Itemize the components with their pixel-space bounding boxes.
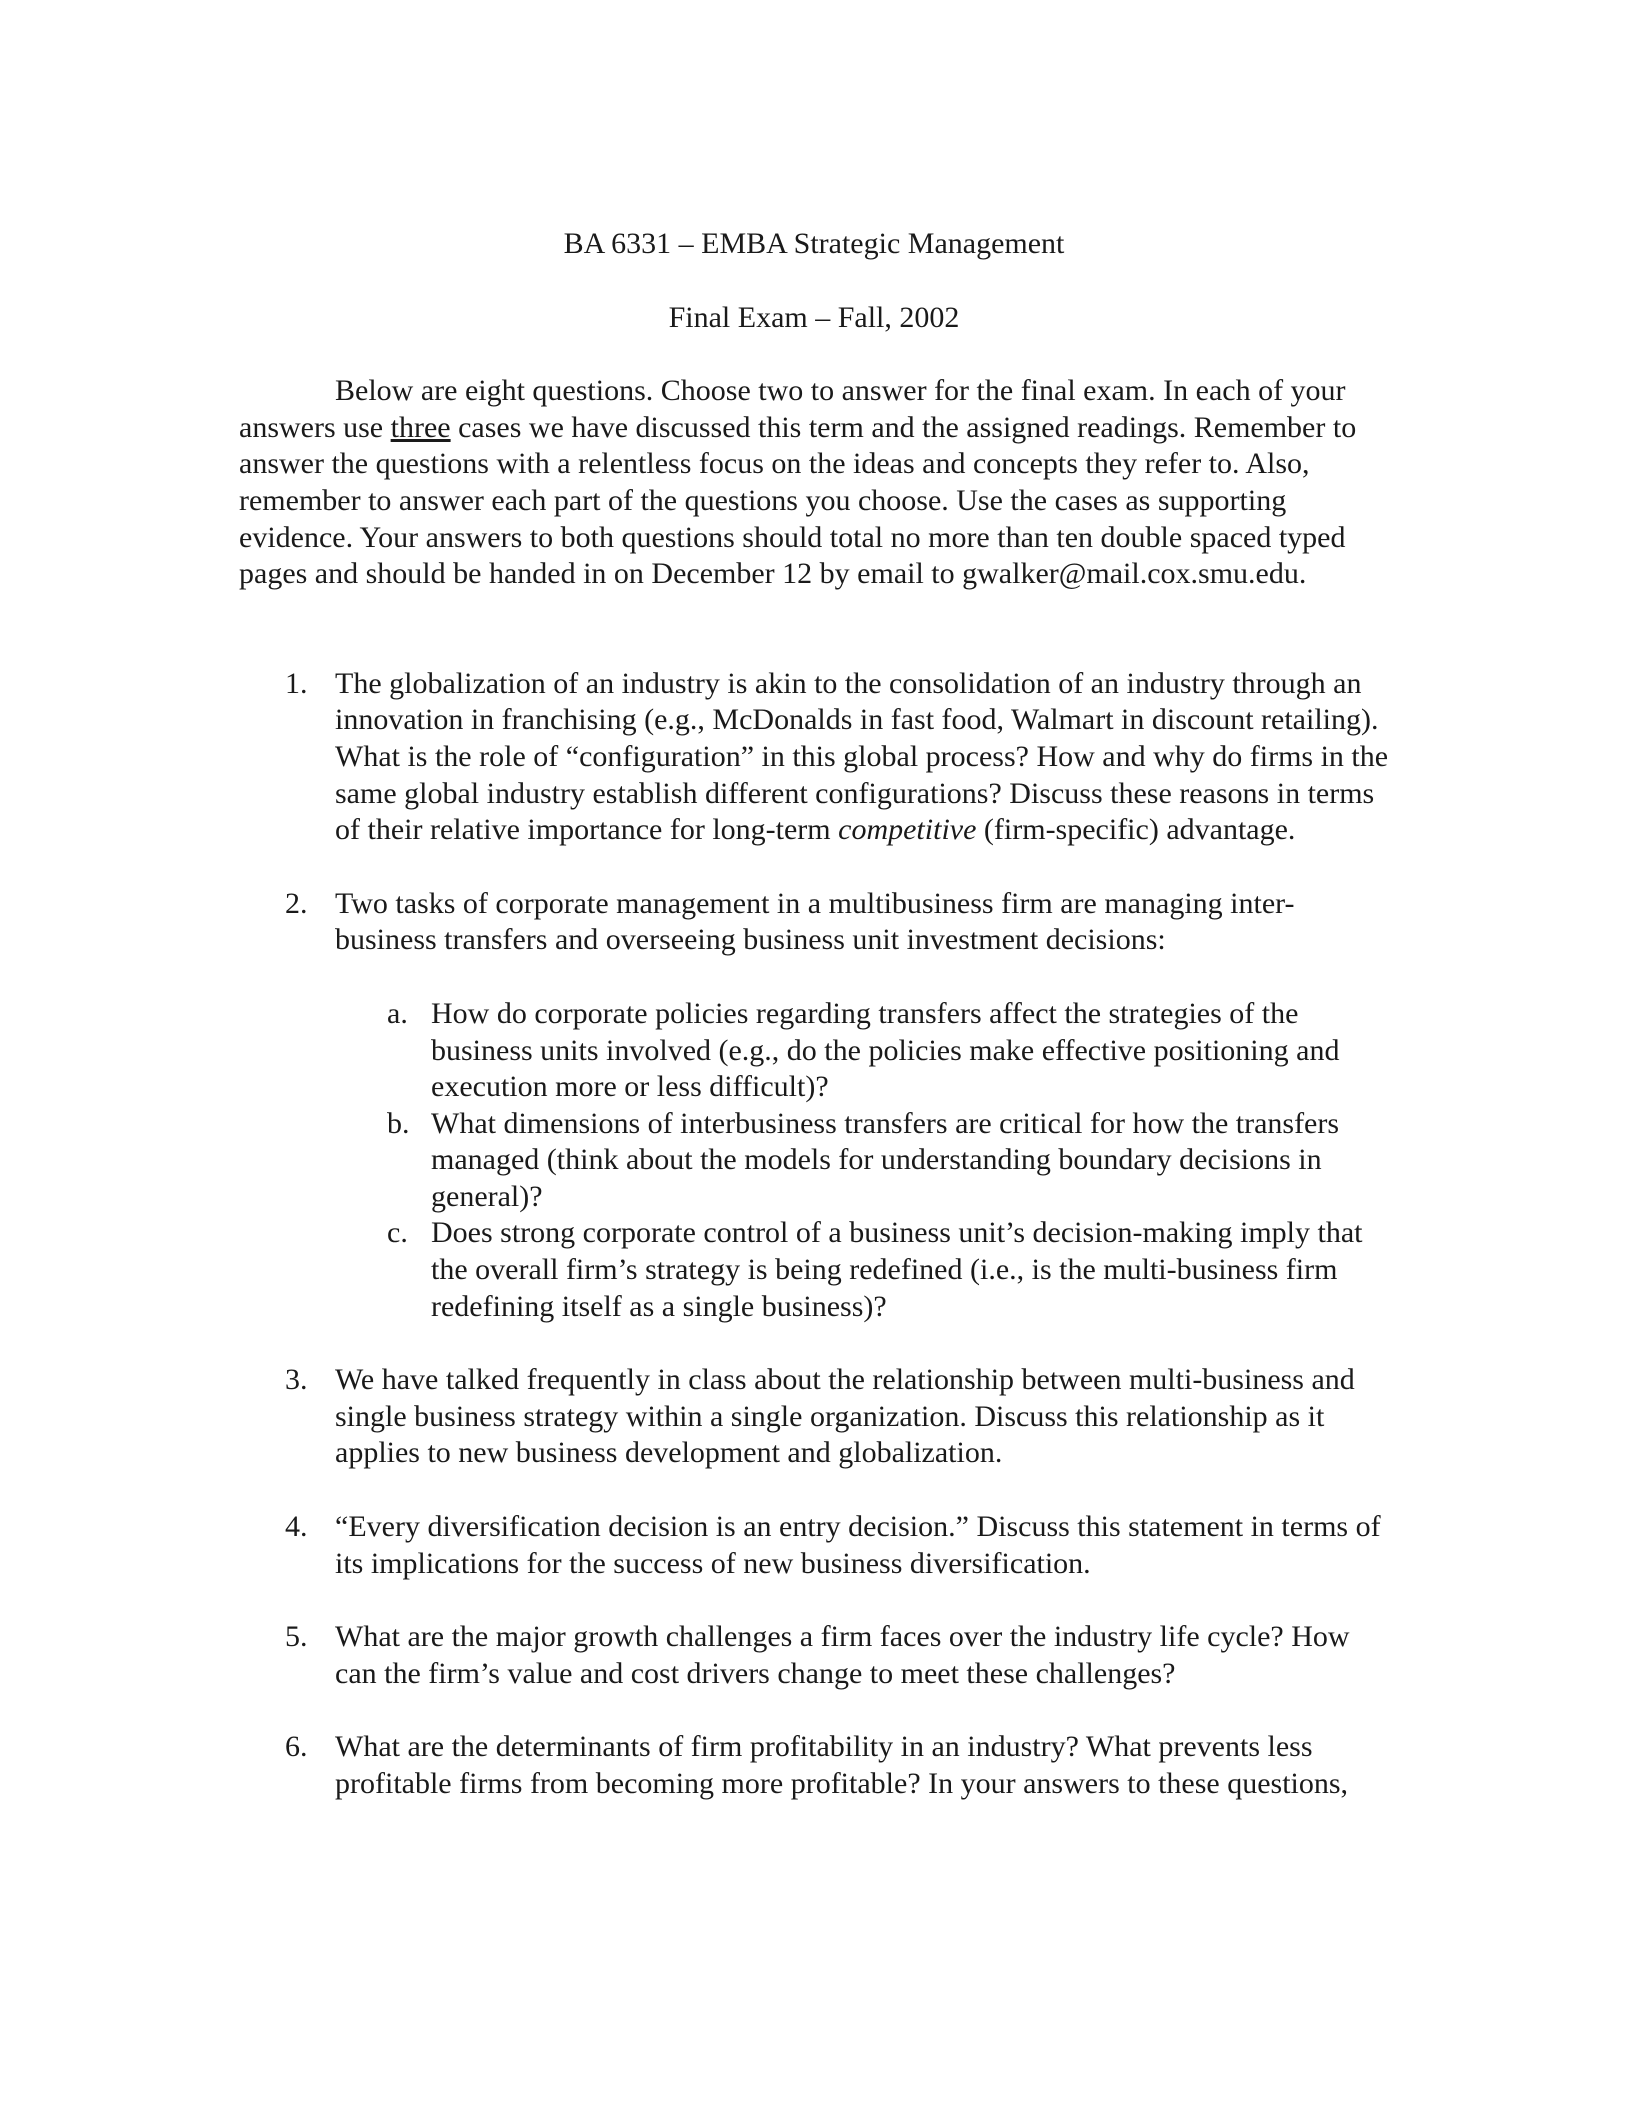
instructions-text-end: cases we have discussed this term and the assigned readings. Remember to answer the questions with a relentless focus on the ideas and concepts they refer to. Also, remember to answer each part of the questions you choose. Use the cases as supporting evidence. Your answers to both questions should total no more than ten double spaced typed pages and should be handed in on December 12 by email to gwalker@mail.cox.smu.edu.	[239, 410, 1357, 591]
question-text-end: (firm-specific) advantage.	[976, 813, 1296, 847]
sub-question-c	[335, 1215, 1389, 1325]
question-text: The globalization of an industry is akin to the consolidation of an industry through an innovation in franchising (e.g., McDonalds in fast food, Walmart in discount retailing). What is the role of “configuration” in this global process? How and why do firms in the same global industry establish different configurations? Discuss these reasons in terms of their relative importance for long-term	[335, 666, 1389, 847]
sub-question-letter: c.	[387, 1216, 408, 1250]
question-number: 4.	[285, 1510, 308, 1544]
exam-page	[239, 226, 1389, 1840]
question-text: “Every diversification decision is an entry decision.” Discuss this statement in terms of its implications for the success of new business diversification.	[335, 1510, 1381, 1580]
course-title: BA 6331 – EMBA Strategic Management	[563, 227, 1065, 260]
question-number: 3.	[285, 1363, 308, 1397]
question-2	[239, 886, 1389, 1326]
sub-question-a	[335, 996, 1389, 1106]
question-text: Two tasks of corporate management in a multibusiness firm are managing inter-business transfers and overseeing business unit investment decisions:	[335, 886, 1295, 957]
sub-question-letter: a.	[387, 996, 408, 1030]
question-text: We have talked frequently in class about the relationship between multi-business and single business strategy within a single organization. Discuss this relationship as it applies to new business development and globalization.	[335, 1363, 1355, 1470]
instructions-text-start: Below are eight questions. Choose two to answer for the final exam. In each of your answers use	[239, 374, 1346, 444]
exam-title: Final Exam – Fall, 2002	[668, 300, 960, 334]
question-list	[239, 666, 1389, 1803]
question-number: 2.	[285, 886, 308, 920]
question-number: 5.	[285, 1620, 308, 1654]
question-5	[239, 1619, 1389, 1692]
instructions-paragraph	[239, 373, 1389, 593]
sub-question-letter: b.	[387, 1106, 410, 1140]
sub-question-b	[335, 1106, 1389, 1216]
question-number: 1.	[285, 666, 308, 700]
instructions-underlined-word: three	[390, 410, 451, 444]
question-text: What are the determinants of firm profitability in an industry? What prevents less profitable firms from becoming more profitable? In your answers to these questions,	[335, 1730, 1349, 1800]
question-4	[239, 1509, 1389, 1582]
question-emphasis: competitive	[838, 813, 977, 847]
sub-question-text: Does strong corporate control of a business unit’s decision-making imply that the overall firm’s strategy is being redefined (i.e., is the multi-business firm redefining itself as a single business)?	[431, 1216, 1363, 1323]
sub-question-text: What dimensions of interbusiness transfers are critical for how the transfers managed (think about the models for understanding boundary decisions in general)?	[431, 1106, 1340, 1213]
question-text: What are the major growth challenges a firm faces over the industry life cycle? How can the firm’s value and cost drivers change to meet these challenges?	[335, 1620, 1350, 1690]
question-1	[239, 666, 1389, 849]
sub-question-text: How do corporate policies regarding transfers affect the strategies of the business units involved (e.g., do the policies make effective positioning and execution more or less difficult)?	[431, 996, 1340, 1104]
question-3	[239, 1362, 1389, 1472]
sub-question-list	[335, 996, 1389, 1325]
question-number: 6.	[285, 1730, 308, 1764]
question-6	[239, 1729, 1389, 1802]
